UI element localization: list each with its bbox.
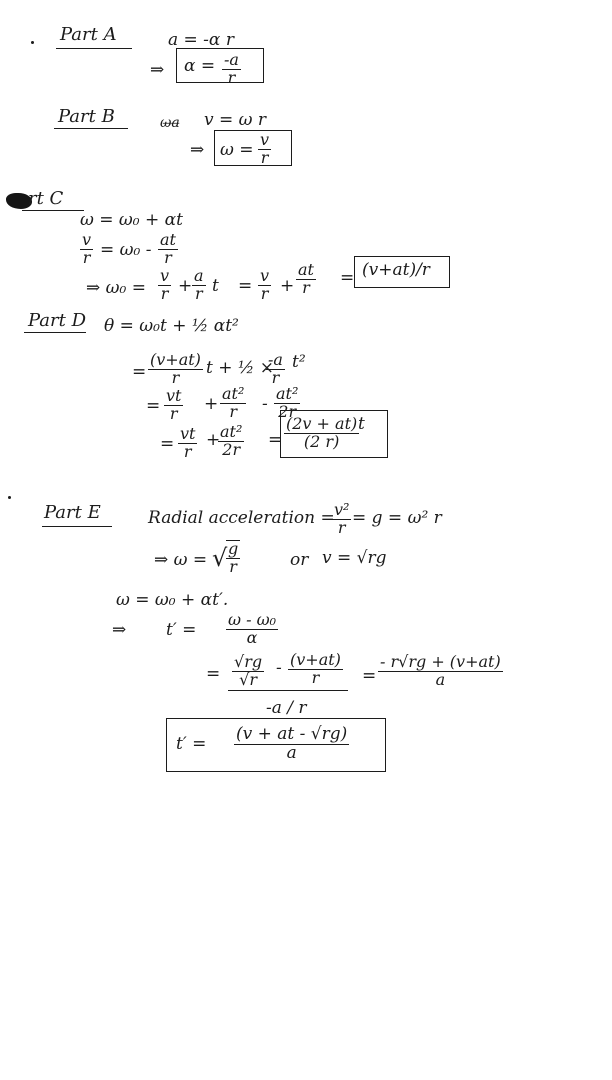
part-d-underline — [24, 332, 86, 333]
part-a-heading: Part A — [60, 24, 117, 45]
part-d-l3-plus: + — [204, 394, 219, 414]
part-c-eq1: ω = ω₀ + αt — [80, 210, 183, 230]
part-c-l3-c-num: v — [260, 266, 270, 285]
part-c-l3-eq: = — [238, 276, 253, 296]
part-d-l2-frac-a — [148, 352, 203, 387]
part-e-l2-or: or — [290, 550, 309, 570]
part-d-result-den: (2 r) — [303, 431, 340, 451]
part-a-alpha-lhs: α = — [184, 56, 216, 76]
part-d-l3-frac-b — [220, 386, 246, 421]
part-b-omega-fraction — [258, 132, 271, 167]
part-e-sqrt-sign: √ — [212, 544, 228, 572]
part-d-l2-a-den: r — [171, 367, 180, 387]
part-e-final-num: (v + at - √rg) — [236, 724, 348, 744]
part-e-l5-main-bar — [228, 690, 348, 691]
part-c-l3-c-den: r — [260, 283, 269, 303]
part-c-l3-plus2: + — [280, 276, 295, 296]
part-d-l4-eq: = — [160, 434, 175, 454]
part-d-l3-eq: = — [146, 396, 161, 416]
part-d-l3-b-den: r — [229, 401, 238, 421]
part-c-l3-eq2: = — [340, 268, 355, 288]
part-d-l2-frac-c — [266, 352, 285, 387]
part-c-l2-a-den: r — [82, 247, 91, 267]
part-d-l3-a-num: vt — [166, 386, 182, 405]
part-e-radial-label: Radial acceleration = — [148, 508, 335, 528]
part-a-underline — [56, 48, 132, 49]
part-e-radial-fraction — [332, 502, 351, 537]
part-d-l4-frac-a — [178, 426, 197, 461]
stray-dot — [31, 41, 34, 44]
part-d-l4-b-num: at² — [220, 422, 243, 441]
part-e-l5-right-fraction — [378, 654, 503, 689]
part-c-l3-frac-c — [258, 268, 271, 303]
part-b-implies: ⇒ — [190, 140, 205, 160]
stray-dot-2 — [8, 496, 11, 499]
part-d-l2-c-num: -a — [268, 350, 283, 369]
part-e-l5-minus: - — [276, 658, 282, 678]
part-e-rad-den: r — [337, 517, 346, 537]
part-e-final-lhs: t′ = — [176, 734, 207, 754]
part-c-l3-plus: + — [178, 276, 193, 296]
part-e-final-fraction — [234, 726, 349, 763]
part-d-heading: Part D — [28, 310, 87, 331]
part-d-l2-mid: t + ½ × — [206, 358, 275, 378]
part-e-l2-v: v = √rg — [322, 548, 387, 568]
part-e-underline — [42, 526, 112, 527]
part-e-l5-right-num: - r√rg + (v+at) — [380, 652, 501, 671]
part-d-l2-a-num: (v+at) — [150, 350, 201, 369]
part-a-implies: ⇒ — [150, 60, 165, 80]
part-c-l2-mid: = ω₀ - — [100, 240, 152, 260]
part-c-l3-t: t — [212, 276, 219, 296]
part-e-l5-num-a — [232, 654, 264, 689]
part-d-l3-frac-a — [164, 388, 183, 423]
part-c-l2-a-num: v — [82, 230, 92, 249]
part-c-heading: rt C — [28, 188, 64, 209]
part-e-sqrt-num: g — [228, 539, 239, 558]
part-d-l3-c-num: at² — [276, 384, 299, 403]
part-e-final-den: a — [286, 742, 297, 763]
part-c-l2-frac-c — [158, 232, 178, 267]
part-e-l3: ω = ω₀ + αt′. — [116, 590, 229, 610]
part-d-result-t: t — [358, 414, 365, 434]
part-c-l3-a-num: v — [160, 266, 170, 285]
part-c-l2-c-num: at — [160, 230, 176, 249]
part-c-l3-b-num: a — [194, 266, 204, 285]
part-b-omega-lhs: ω = — [220, 140, 254, 160]
part-c-l2-frac-a — [80, 232, 93, 267]
part-e-l5-right-den: a — [435, 669, 446, 689]
part-c-underline — [22, 210, 84, 211]
part-d-l2-t2: t² — [292, 352, 306, 372]
part-b-heading: Part B — [58, 106, 115, 127]
part-c-result: (v+at)/r — [362, 260, 430, 280]
part-e-l4-implies: ⇒ — [112, 620, 127, 640]
part-e-l4-t: t′ = — [166, 620, 197, 640]
part-b-eq1: v = ω r — [204, 110, 267, 130]
part-e-l4-num: ω - ω₀ — [228, 610, 277, 629]
part-d-result-fraction — [284, 416, 359, 451]
part-e-heading: Part E — [44, 502, 101, 523]
part-d-l4-a-den: r — [183, 441, 192, 461]
part-c-l2-c-den: r — [164, 247, 172, 267]
part-a-alpha-den: r — [227, 67, 236, 87]
part-c-l3-b-den: r — [194, 283, 203, 303]
part-b-omega-den: r — [260, 147, 269, 167]
part-e-l4-fraction — [226, 612, 278, 647]
part-a-alpha-fraction — [222, 52, 241, 87]
part-e-l5-num-a-top: √rg — [234, 652, 263, 671]
part-d-l4-plus: + — [206, 430, 221, 450]
part-d-l3-minus: - — [262, 394, 268, 414]
part-e-l5-eq2: = — [362, 666, 377, 686]
part-d-l1: θ = ω₀t + ½ αt² — [104, 316, 239, 336]
part-d-l4-eq2: = — [268, 430, 283, 450]
part-a-alpha-num: -a — [224, 50, 239, 69]
part-e-sqrt-fraction — [226, 540, 240, 576]
part-c-l3-d-den: r — [302, 277, 310, 297]
part-c-l3-d-num: at — [298, 260, 314, 279]
part-e-rad-num: v² — [334, 500, 350, 519]
part-d-l4-b-den: 2r — [222, 439, 241, 459]
part-e-l5-eq: = — [206, 664, 221, 684]
part-d-result-num: (2v + at) — [286, 414, 358, 433]
part-e-radial-rest: = g = ω² r — [352, 508, 442, 528]
part-d-l4-a-num: vt — [180, 424, 196, 443]
part-d-l2-c-den: r — [271, 367, 280, 387]
part-e-l5-num-b-bottom: r — [311, 667, 320, 687]
part-a-eq1: a = -α r — [168, 30, 234, 50]
part-e-sqrt-den: r — [229, 556, 237, 576]
part-e-l5-num-a-bottom: √r — [239, 669, 257, 689]
part-d-l3-c-den: 2r — [278, 401, 297, 421]
part-c-l3-frac-a — [158, 268, 171, 303]
part-d-l3-b-num: at² — [222, 384, 245, 403]
part-d-l3-a-den: r — [169, 403, 178, 423]
part-c-l3-lhs: ⇒ ω₀ = — [86, 278, 146, 298]
part-e-l5-num-b — [288, 652, 343, 687]
part-e-l2-lhs: ⇒ ω = — [154, 550, 208, 570]
part-e-l5-den: -a / r — [266, 698, 307, 718]
part-b-underline — [54, 128, 128, 129]
part-c-l3-frac-b — [192, 268, 206, 303]
part-d-l2-eq: = — [132, 362, 147, 382]
part-c-l3-a-den: r — [160, 283, 169, 303]
part-e-l5-num-b-top: (v+at) — [290, 650, 341, 669]
part-d-l4-frac-b — [218, 424, 244, 459]
part-b-scribble: ω̶a̶ — [160, 115, 180, 131]
part-e-l4-den: α — [246, 627, 258, 647]
part-b-omega-num: v — [260, 130, 270, 149]
part-c-l3-frac-d — [296, 262, 316, 297]
